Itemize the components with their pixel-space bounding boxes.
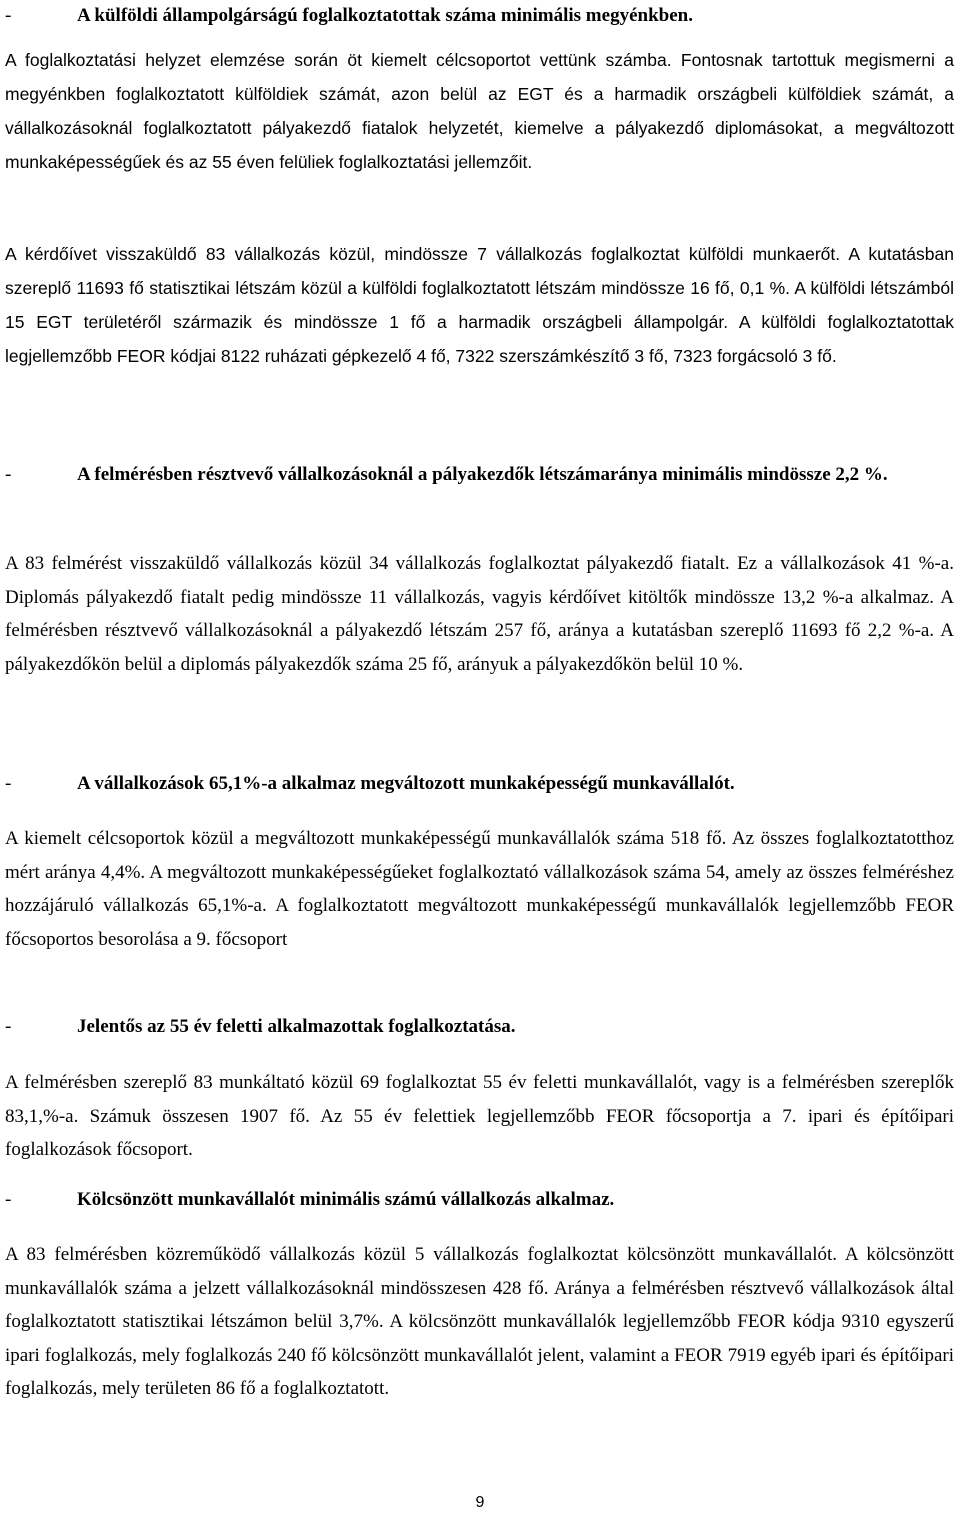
section-heading-foreign-workers [5,0,954,33]
paragraph-disabled-workers: A kiemelt célcsoportok közül a megváltozott munkaképességű munkavállalók száma 518 fő. Az összes foglalkoztatotthoz mért aránya 4,4%. A megváltozott munkaképességűeket foglalkoztató vállalkozások száma 54, amely az összes felméréshez hozzájáruló vállalkozás 65,1%-a. A foglalkoztatott megváltozott munkaképességű munkavállalók legjellemzőbb FEOR főcsoportos besorolása a 9. főcsoport [5,828,954,950]
bullet-dash: - [5,464,12,485]
heading-text: Kölcsönzött munkavállalót minimális számú vállalkozás alkalmaz. [77,1189,615,1210]
bullet-dash: - [5,773,12,794]
paragraph-leased-workers: A 83 felmérésben közreműködő vállalkozás közül 5 vállalkozás foglalkoztat kölcsönzött munkavállalót. A kölcsönzött munkavállalók száma a jelzett vállalkozásoknál mindösszesen 428 fő. Aránya a felmérésben résztvevő vállalkozások által foglalkoztatott statisztikai létszámon belül 3,7%. A kölcsönzött munkavállalók legjellemzőbb FEOR kódja 9310 egyszerű ipari foglalkozás, mely foglalkozás 240 fő kölcsönzött munkavállalót jelent, valamint a FEOR 7919 egyéb ipari és építőipari foglalkozás, mely területen 86 fő a foglalkoztatott. [5,1244,954,1400]
heading-text: A külföldi állampolgárságú foglalkoztatottak száma minimális megyénkben. [77,5,693,26]
heading-text: A felmérésben résztvevő vállalkozásoknál a pályakezdők létszámaránya minimális mindössze 2,2 %. [77,464,888,485]
bullet-dash: - [5,5,12,26]
section-heading-career-starters [5,458,954,492]
page-number: 9 [475,1494,485,1511]
paragraph-career-starters: A 83 felmérést visszaküldő vállalkozás közül 34 vállalkozás foglalkoztat pályakezdő fiatalt. Ez a vállalkozások 41 %-a. Diplomás pályakezdő fiatalt pedig mindössze 11 vállalkozás, vagyis kérdőívet kitöltők mindössze 13,2 %-a alkalmaz. A felmérésben résztvevő vállalkozásoknál a pályakezdő létszám 257 fő, aránya a kutatásban szereplő 11693 fő 2,2 %-a. A pályakezdőkön belül a diplomás pályakezdők száma 25 fő, arányuk a pályakezdőkön belül 10 %. [5,553,954,675]
section-heading-over55-workers [5,1010,954,1044]
heading-text: A vállalkozások 65,1%-a alkalmaz megváltozott munkaképességű munkavállalót. [77,773,735,794]
section-heading-leased-workers [5,1183,954,1217]
heading-text: Jelentős az 55 év feletti alkalmazottak foglalkoztatása. [77,1016,516,1037]
bullet-dash: - [5,1189,12,1210]
paragraph-over55-workers: A felmérésben szereplő 83 munkáltató közül 69 foglalkoztat 55 év feletti munkavállalót, vagy is a felmérésben szereplők 83,1,%-a. Számuk összesen 1907 fő. Az 55 év felettiek legjellemzőbb FEOR főcsoportja a 7. ipari és építőipari foglalkozások főcsoport. [5,1072,954,1161]
section-heading-disabled-workers [5,767,954,801]
bullet-dash: - [5,1016,12,1037]
paragraph-foreign-stats: A kérdőívet visszaküldő 83 vállalkozás közül, mindössze 7 vállalkozás foglalkoztat külföldi munkaerőt. A kutatásban szereplő 11693 fő statisztikai létszám közül a külföldi foglalkoztatott létszám mindössze 16 fő, 0,1 %. A külföldi létszámból 15 EGT területéről származik és mindössze 1 fő a harmadik országbeli állampolgár. A külföldi foglalkoztatottak legjellemzőbb FEOR kódjai 8122 ruházati gépkezelő 4 fő, 7322 szerszámkészítő 3 fő, 7323 forgácsoló 3 fő. [5,244,954,366]
paragraph-foreign-intro: A foglalkoztatási helyzet elemzése során öt kiemelt célcsoportot vettünk számba. Fontosnak tartottuk megismerni a megyénkben foglalkoztatott külföldiek számát, azon belül az EGT és a harmadik országbeli külföldiek számát, a vállalkozásoknál foglalkoztatott pályakezdő fiatalok helyzetét, kiemelve a pályakezdő diplomásokat, a megváltozott munkaképességűek és az 55 éven felüliek foglalkoztatási jellemzőit. [5,50,954,172]
